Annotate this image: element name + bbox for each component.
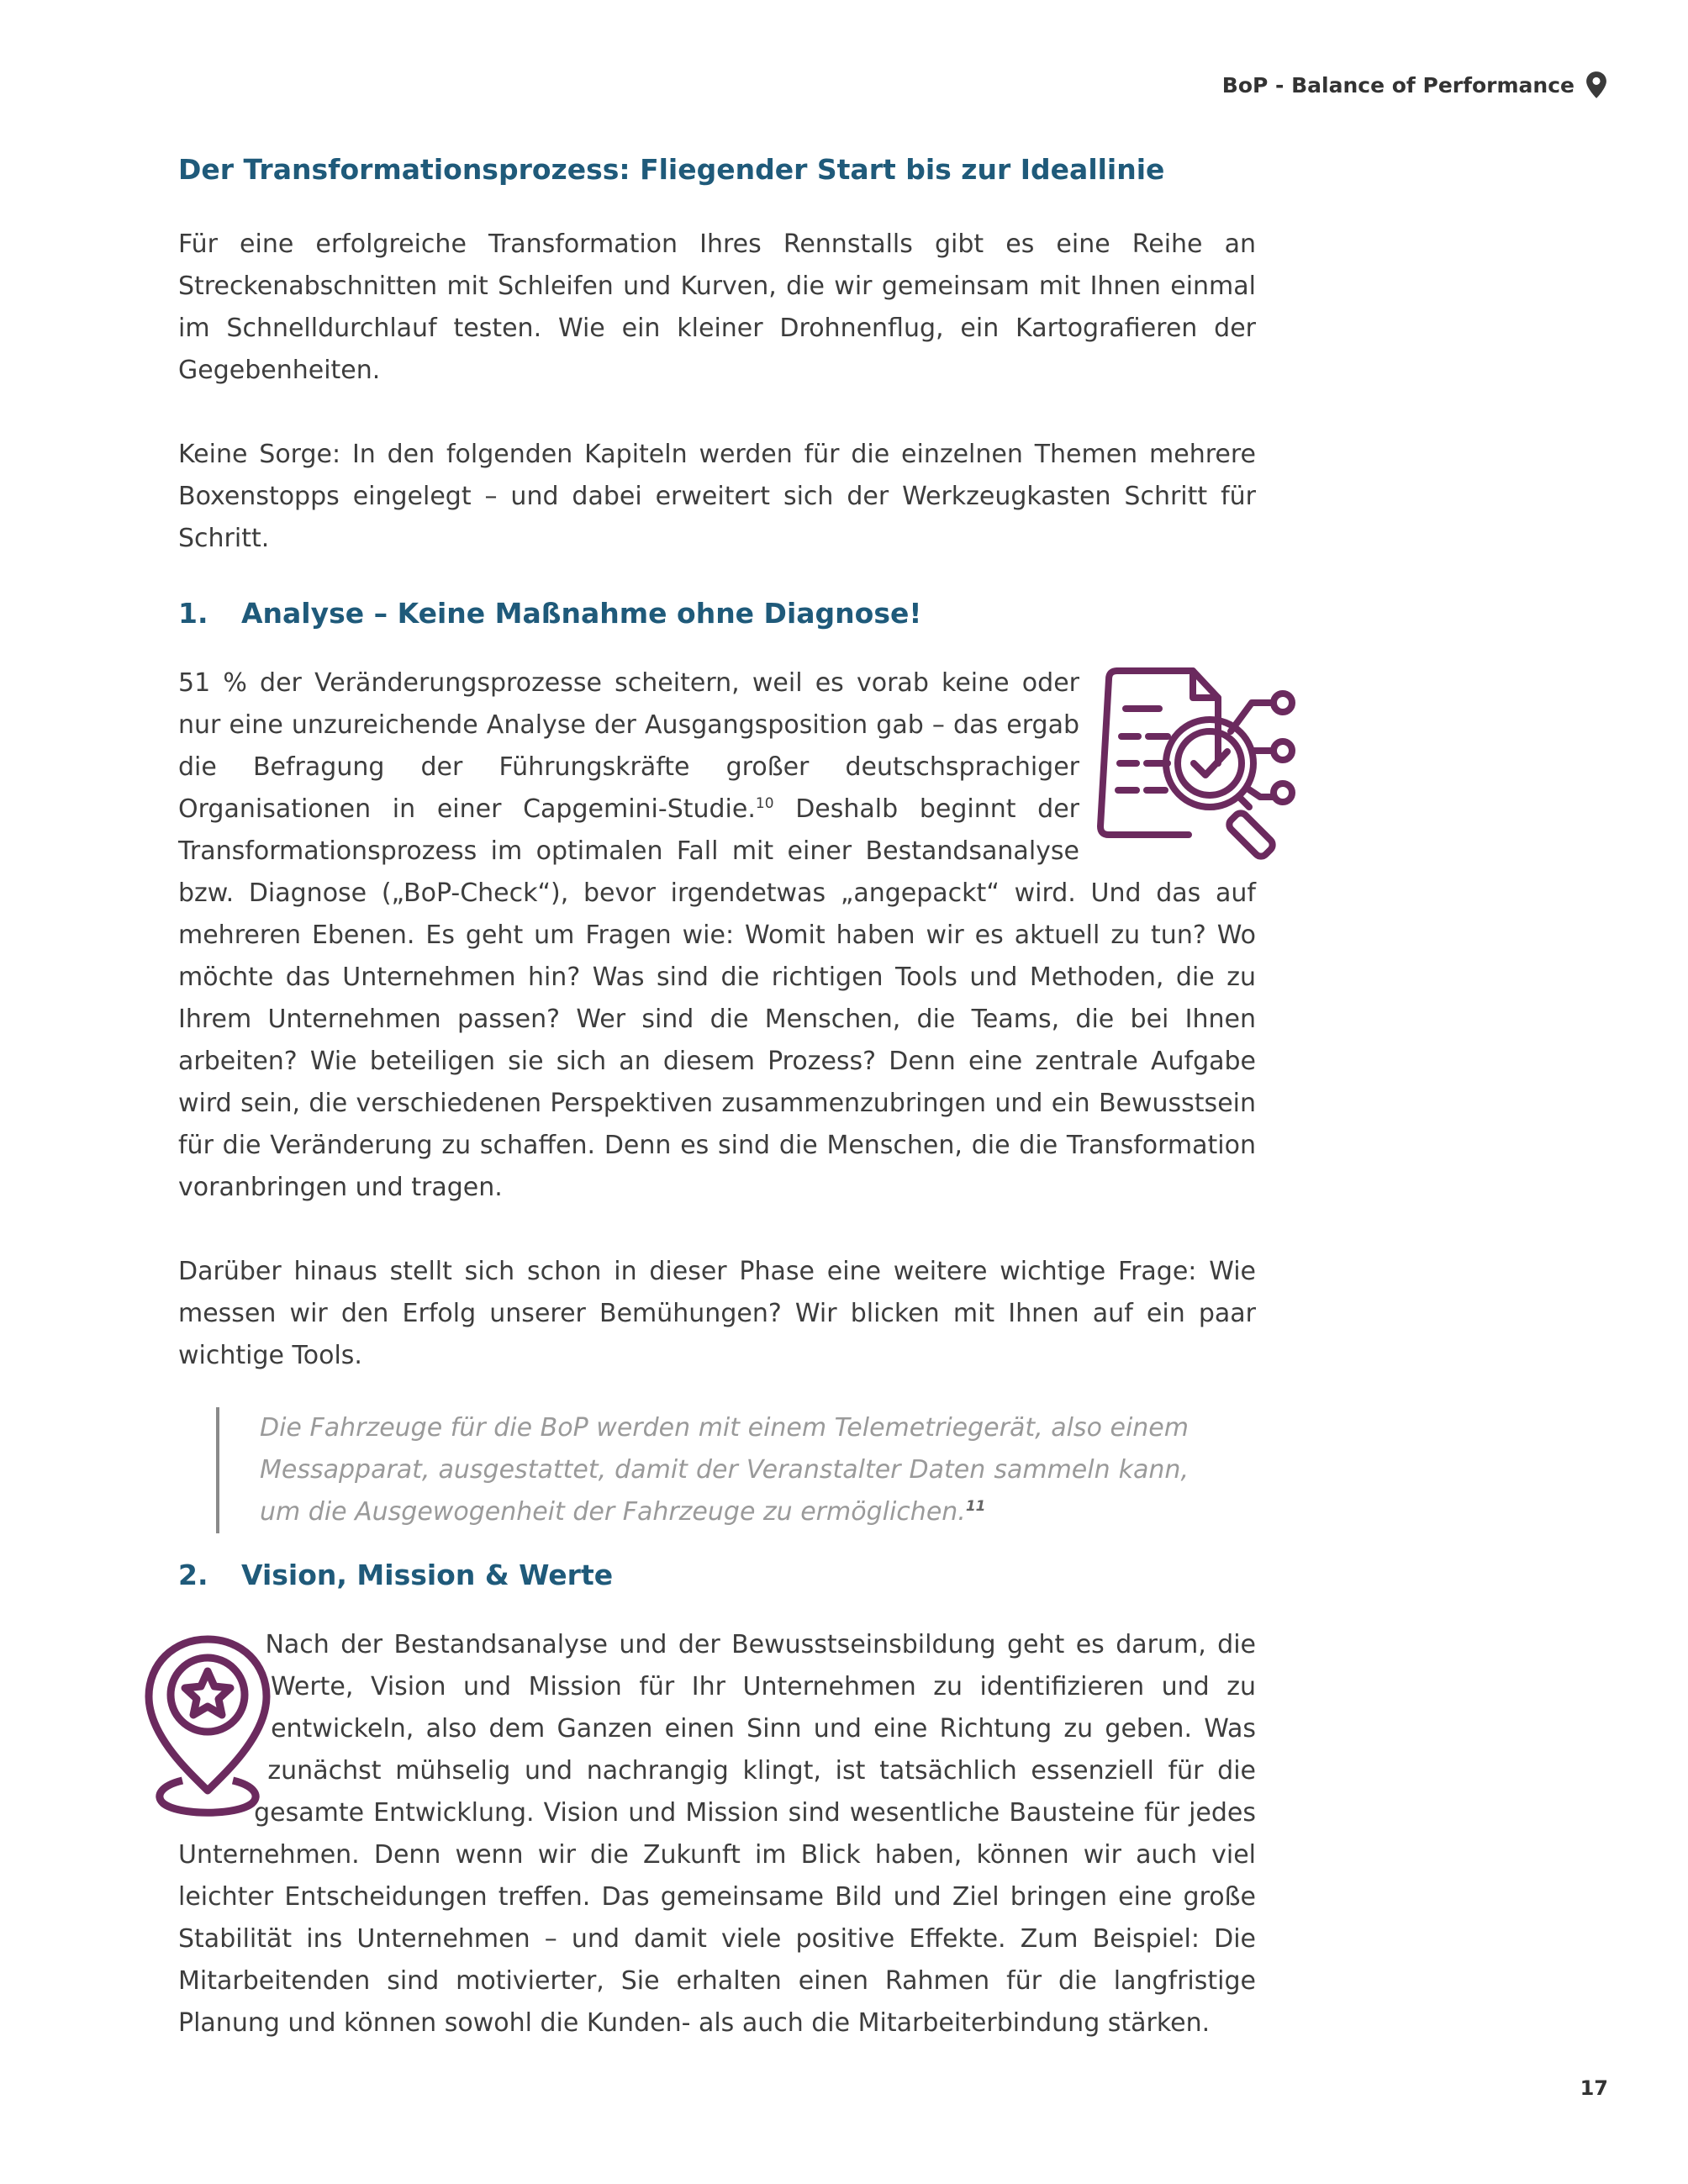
vision-heading xyxy=(178,1555,1256,1596)
main-content xyxy=(178,150,1256,2044)
pull-quote xyxy=(216,1407,1256,1533)
footnote-ref-11: 11 xyxy=(965,1498,986,1515)
analysis-title: Analyse – Keine Maßnahme ohne Diagnose! xyxy=(241,597,922,630)
document-magnifier-check-icon xyxy=(1088,662,1315,864)
analysis-paragraph-1-a: 51 % der Veränderungsprozesse scheitern, weil es vorab keine oder nur eine unzureichende Analyse der Ausgangsposition gab – das ergab die Befragung der Führungskräfte großer deutschsprachiger Organisationen in einer Capgemini-Studie. xyxy=(178,668,1079,824)
page-number: 17 xyxy=(1580,2076,1608,2100)
intro-paragraph-1: Für eine erfolgreiche Transformation Ihres Rennstalls gibt es eine Reihe an Streckenabschnitten mit Schleifen und Kurven, die wir gemeinsam mit Ihnen einmal im Schnelldurchlauf testen. Wie ein kleiner Drohnenflug, ein Kartografieren der Gegebenheiten. xyxy=(178,229,1256,385)
map-pin-icon xyxy=(1585,71,1608,99)
vision-title: Vision, Mission & Werte xyxy=(241,1559,614,1591)
running-header xyxy=(1222,71,1608,99)
analysis-heading xyxy=(178,593,1256,634)
analysis-paragraph-1-b: Deshalb beginnt der Transformationsprozess im optimalen Fall mit einer Bestandsanalyse bzw. Diagnose („BoP-Check“), bevor irgendetwas „angepackt“ wird. Und das auf mehreren Ebenen. Es geht um Fragen wie: Womit haben wir es aktuell zu tun? Wo möchte das Unternehmen hin? Was sind die richtigen Tools und Methoden, die zu Ihrem Unternehmen passen? Wer sind die Menschen, die Teams, die bei Ihnen arbeiten? Wie beteiligen sie sich an diesem Prozess? Denn eine zentrale Aufgabe wird sein, die verschiedenen Perspektiven zusammenzubringen und ein Bewusstsein für die Veränderung zu schaffen. Denn es sind die Menschen, die die Transformation voranbringen und tragen. xyxy=(178,794,1256,1202)
intro-paragraph-2: Keine Sorge: In den folgenden Kapiteln werden für die einzelnen Themen mehrere Boxenstopps eingelegt – und dabei erweitert sich der Werkzeugkasten Schritt für Schritt. xyxy=(178,440,1256,553)
analysis-number: 1. xyxy=(178,597,208,630)
running-title: BoP - Balance of Performance xyxy=(1221,72,1575,98)
vision-paragraph: Nach der Bestandsanalyse und der Bewusstseinsbildung geht es darum, die Werte, Vision und Mission für Ihr Unternehmen zu identifizieren und zu entwickeln, also dem Ganzen einen Sinn und eine Richtung zu geben. Was zunächst mühselig und nachrangig klingt, ist tatsächlich essenziell für die gesamte Entwicklung. Vision und Mission sind wesentliche Bausteine für jedes Unternehmen. Denn wenn wir die Zukunft im Blick haben, können wir auch viel leichter Entscheidungen treffen. Das gemeinsame Bild und Ziel bringen eine große Stabilität ins Unternehmen – und damit viele positive Effekte. Zum Beispiel: Die Mitarbeitenden sind motivierter, Sie erhalten einen Rahmen für die langfristige Planung und können sowohl die Kunden- als auch die Mitarbeiterbindung stärken. xyxy=(178,1630,1256,2038)
footnote-ref-10: 10 xyxy=(755,795,774,812)
quote-text: Die Fahrzeuge für die BoP werden mit einem Telemetriegerät, also einem Messapparat, ausgestattet, damit der Veranstalter Daten sammeln kann, um die Ausgewogenheit der Fahrzeuge zu ermöglichen. xyxy=(260,1413,1189,1527)
vision-number: 2. xyxy=(178,1559,208,1591)
section-title: Der Transformationsprozess: Fliegender Start bis zur Ideallinie xyxy=(178,153,1165,186)
analysis-paragraph-2: Darüber hinaus stellt sich schon in dieser Phase eine weitere wichtige Frage: Wie messen wir den Erfolg unserer Bemühungen? Wir blicken mit Ihnen auf ein paar wichtige Tools. xyxy=(178,1257,1256,1370)
